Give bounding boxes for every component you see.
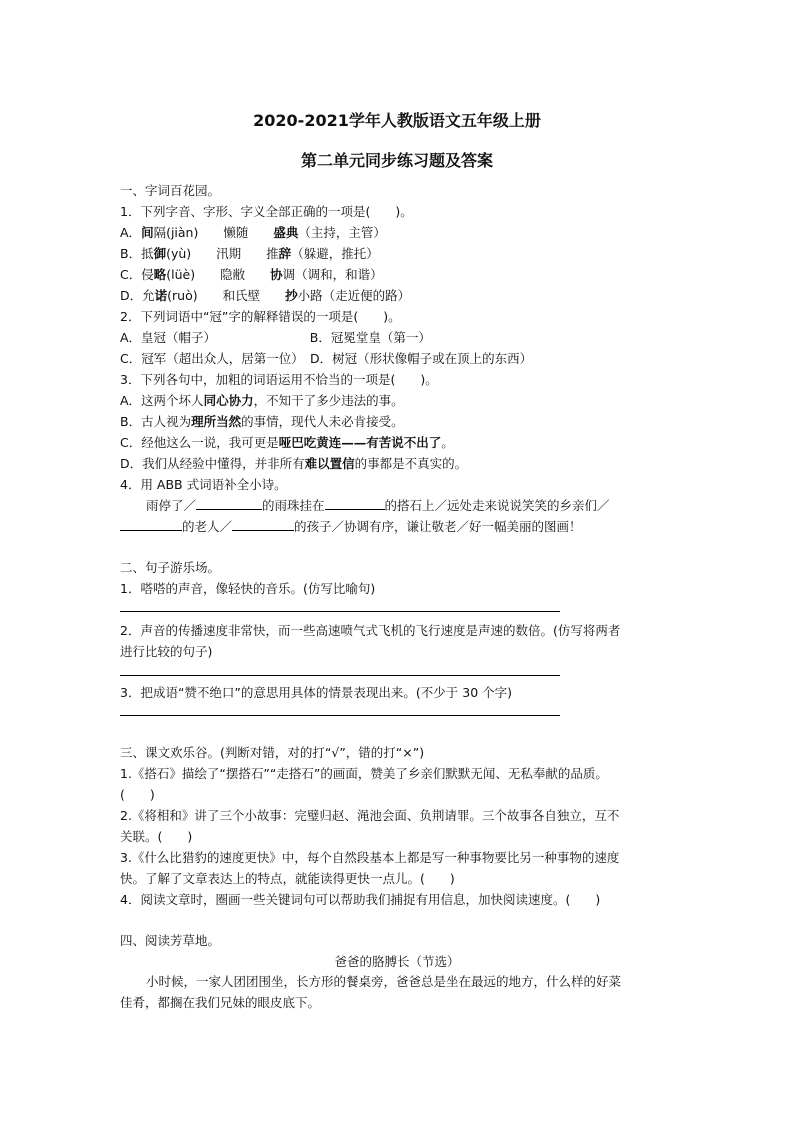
- option-text: （主持，主管）: [298, 225, 386, 240]
- section-3-heading: 三、课文欢乐谷。(判断对错，对的打“√”，错的打“×”): [120, 745, 425, 760]
- question-3-3-line1: 3.《什么比猎豹的速度更快》中，每个自然段基本上都是写一种事物要比另一种事物的速度: [120, 850, 620, 865]
- question-2-1: 1．嗒嗒的声音，像轻快的音乐。(仿写比喻句): [120, 581, 376, 596]
- document-subtitle: 第二单元同步练习题及答案: [300, 151, 493, 170]
- answer-line[interactable]: [120, 675, 560, 676]
- option-text: D．我们从经验中懂得，并非所有: [120, 456, 305, 471]
- question-3-2-line1: 2.《将相和》讲了三个小故事：完璧归赵、渑池会面、负荆请罪。三个故事各自独立，互不: [120, 808, 620, 823]
- passage-paragraph-line2: 佳肴，都搁在我们兄妹的眼皮底下。: [120, 995, 321, 1010]
- option-text: 的事情，现代人未必肯接受。: [241, 414, 404, 429]
- poem-line-2: [120, 518, 582, 536]
- option-text: B．古人视为: [120, 414, 192, 429]
- answer-line[interactable]: [120, 715, 560, 716]
- bold-text: 间: [141, 225, 154, 240]
- poem-text: 的老人／: [182, 519, 233, 534]
- option-1-1-b: [120, 245, 379, 263]
- bold-text: 御: [153, 246, 167, 261]
- bold-text: 辞: [278, 246, 292, 261]
- option-prefix: B．抵: [120, 246, 154, 261]
- question-3-4: 4．阅读文章时，圈画一些关键词句可以帮助我们捕捉有用信息，加快阅读速度。( ): [120, 892, 601, 907]
- poem-text: 的孩子／协调有序，谦让敬老／好一幅美丽的图画！: [294, 519, 582, 534]
- option-text: (ruò) 和氏壁: [167, 288, 286, 303]
- option-1-1-c: [120, 266, 383, 284]
- passage-title: 爸爸的胳膊长（节选）: [334, 954, 460, 969]
- option-text: ，不知干了多少违法的事。: [253, 393, 404, 408]
- option-text: A．这两个坏人: [120, 393, 204, 408]
- bold-text: 略: [153, 267, 167, 282]
- option-text: （躲避，推托）: [291, 246, 379, 261]
- bold-text: 抄: [285, 288, 298, 303]
- option-prefix: C．侵: [120, 267, 154, 282]
- bold-text: 协: [270, 267, 283, 282]
- question-3-3-line2: 快。了解了文章表达上的特点，就能读得更快一点儿。( ): [120, 871, 455, 886]
- answer-blank[interactable]: [232, 518, 294, 531]
- option-1-3-c: [120, 434, 454, 452]
- question-2-3: 3．把成语“赞不绝口”的意思用具体的情景表现出来。(不少于 30 个字): [120, 685, 513, 700]
- option-prefix: D．允: [120, 288, 155, 303]
- bold-text: 盛典: [273, 225, 299, 240]
- option-prefix: A．: [120, 225, 142, 240]
- option-text: (lüè) 隐敝: [166, 267, 271, 282]
- question-1-3: 3．下列各句中，加粗的词语运用不恰当的一项是( )。: [120, 372, 438, 387]
- option-1-3-a: [120, 392, 404, 410]
- poem-text: 的搭石上／远处走来说说笑笑的乡亲们／: [384, 498, 610, 513]
- option-1-3-b: [120, 413, 404, 431]
- question-2-2-line2: 进行比较的句子): [120, 644, 213, 659]
- answer-line[interactable]: [120, 611, 560, 612]
- passage-paragraph-line1: 小时候，一家人团团围坐，长方形的餐桌旁，爸爸总是坐在最远的地方，什么样的好菜: [146, 974, 622, 989]
- option-text: (yù) 汛期 推: [166, 246, 279, 261]
- bold-text: 诺: [154, 288, 168, 303]
- option-text: 小路（走近便的路）: [297, 288, 411, 303]
- bold-text: 理所当然: [191, 414, 242, 429]
- question-3-1-line2: ( ): [120, 787, 155, 802]
- option-1-3-d: [120, 455, 467, 473]
- question-1-4: 4．用 ABB 式词语补全小诗。: [120, 477, 287, 492]
- document-title: 2020-2021学年人教版语文五年级上册: [253, 111, 541, 130]
- question-3-1-line1: 1.《搭石》描绘了“摆搭石”“走搭石”的画面，赞美了乡亲们默默无闻、无私奉献的品质。: [120, 766, 608, 781]
- option-text: 。: [441, 435, 454, 450]
- answer-blank[interactable]: [325, 497, 385, 510]
- bold-text: 同心协力: [203, 393, 254, 408]
- question-1-2: 2．下列词语中“冠”字的解释错误的一项是( )。: [120, 309, 401, 324]
- poem-text: 雨停了／: [146, 498, 197, 513]
- option-text: 调（调和，和谐）: [282, 267, 383, 282]
- question-1-1: 1．下列字音、字形、字义全部正确的一项是( )。: [120, 204, 413, 219]
- bold-text: 难以置信: [304, 456, 355, 471]
- options-1-2-cd: C．冠军（超出众人，居第一位） D．树冠（形状像帽子或在顶上的东西）: [120, 351, 533, 366]
- answer-blank[interactable]: [120, 518, 182, 531]
- question-3-2-line2: 关联。( ): [120, 829, 193, 844]
- section-4-heading: 四、阅读芳草地。: [120, 933, 221, 948]
- options-1-2-ab: A．皇冠（帽子） B．冠冕堂皇（第一）: [120, 330, 431, 345]
- option-text: 隔(jiàn) 懒随: [153, 225, 274, 240]
- option-text: 的事都是不真实的。: [354, 456, 468, 471]
- bold-text: 哑巴吃黄连——有苦说不出了: [278, 435, 442, 450]
- poem-text: 的雨珠挂在: [262, 498, 325, 513]
- option-text: C．经他这么一说，我可更是: [120, 435, 279, 450]
- section-1-heading: 一、字词百花园。: [120, 183, 221, 198]
- option-1-1-d: [120, 287, 410, 305]
- answer-blank[interactable]: [196, 497, 262, 510]
- option-1-1-a: [120, 224, 386, 242]
- section-2-heading: 二、句子游乐场。: [120, 560, 221, 575]
- poem-line-1: [146, 497, 610, 515]
- question-2-2-line1: 2．声音的传播速度非常快，而一些高速喷气式飞机的飞行速度是声速的数倍。(仿写将两者: [120, 623, 621, 638]
